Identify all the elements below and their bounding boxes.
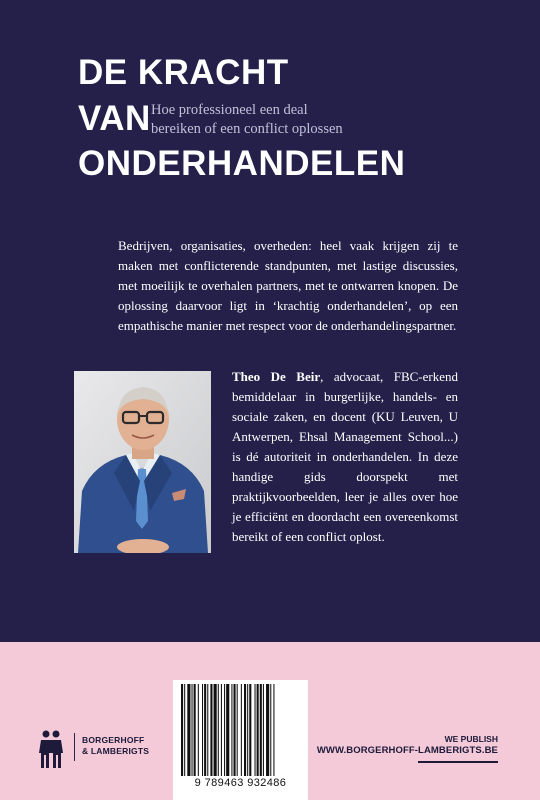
author-name: Theo De Beir [232,369,321,384]
subtitle-line-2: bereiken of een conflict oplossen [151,121,343,137]
title-line-1: DE KRACHT [78,53,289,92]
author-bio [232,367,458,547]
isbn-number: 9 789463 932486 [194,777,287,789]
author-photo-illustration [74,371,211,553]
title-line-3: ONDERHANDELEN [78,144,406,183]
subtitle-line-1: Hoe professioneel een deal [151,102,308,118]
publisher-website: WWW.BORGERHOFF-LAMBERIGTS.BE [316,745,498,756]
publisher-name-line-1: BORGERHOFF [82,735,145,745]
title-line-2: VAN [78,99,151,138]
publisher-info [317,733,498,757]
author-bio-text: , advocaat, FBC-erkend bemiddelaar in burgerlijke, handels- en sociale zaken, en docent (KU Leuven, U Antwerpen, Ehsal Management School...) is dé autoriteit in onderhandelen. In deze handige gids doorspekt met praktijkvoorbeelden, leer je alles over hoe je efficiënt en doordacht een overeenkomst bereikt of een conflict oplost. [232,369,458,544]
author-photo [74,371,211,553]
publisher-logo-icon [37,729,65,769]
barcode [173,680,308,800]
logo-divider [74,733,75,761]
blurb-text: Bedrijven, organisaties, overheden: heel vaak krijgen zij te maken met conflicterende standpunten, met lastige discussies, met moeilijk te overhalen partners, met te ontwarren knopen. De oplossing daarvoor ligt in ‘krachtig onderhandelen’, op een empathische manier met respect voor de onderhandelingspartner. [118,238,458,333]
publisher-underline [418,761,498,763]
barcode-bars [173,680,308,776]
publisher-name [82,735,149,757]
publisher-name-line-2: & LAMBERIGTS [82,746,150,756]
subtitle [151,101,451,139]
publisher-tagline: WE PUBLISH [444,734,498,744]
